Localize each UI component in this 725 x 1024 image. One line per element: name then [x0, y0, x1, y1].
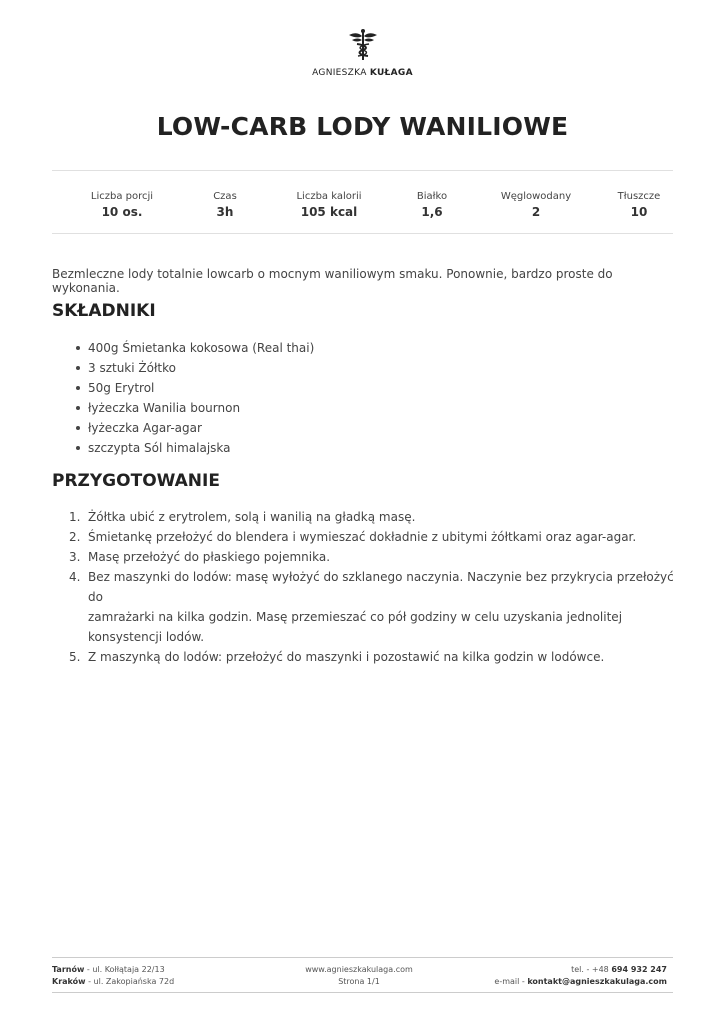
stat-value: 105 kcal: [300, 205, 358, 219]
step-text-line: konsystencji lodów.: [88, 630, 205, 644]
stat-label: Liczba kalorii: [296, 191, 362, 202]
preparation-heading: PRZYGOTOWANIE: [52, 471, 220, 491]
caduceus-logo-icon: [343, 28, 383, 62]
footer-address-tarnow: [52, 964, 272, 976]
stat-label: Węglowodany: [500, 191, 572, 202]
step-number: 5.: [69, 650, 81, 664]
stat-label: Białko: [416, 191, 448, 202]
footer-addresses: [52, 964, 272, 988]
ingredient-item: 50g Erytrol: [88, 378, 688, 398]
footer-email-label: e-mail -: [494, 977, 528, 986]
footer-address: - ul. Kołłątaja 22/13: [84, 965, 165, 974]
stat-servings: [62, 191, 182, 219]
ingredients-heading: SKŁADNIKI: [52, 301, 156, 321]
brand-name: [0, 68, 725, 78]
nutrition-stats-bar: [52, 170, 673, 234]
ingredient-item: łyżeczka Agar-agar: [88, 418, 688, 438]
stat-carbs: [476, 191, 596, 219]
footer-address-krakow: [52, 976, 272, 988]
footer-website-link[interactable]: www.agnieszkakulaga.com: [305, 965, 413, 974]
ingredient-item: szczypta Sól himalajska: [88, 438, 688, 458]
footer-bottom-divider: [52, 992, 673, 993]
footer-email: [417, 976, 667, 988]
stat-label: Czas: [213, 191, 237, 202]
ingredient-item: łyżeczka Wanilia bournon: [88, 398, 688, 418]
preparation-steps-list: [69, 507, 678, 667]
step-item: [69, 567, 678, 647]
footer-page-number: Strona 1/1: [338, 977, 380, 986]
step-item: [69, 527, 678, 547]
stat-calories: [269, 191, 389, 219]
recipe-title: LOW-CARB LODY WANILIOWE: [156, 112, 569, 141]
step-text: Żółtka ubić z erytrolem, solą i wanilią na gładką masę.: [88, 510, 416, 524]
footer-address: - ul. Zakopiańska 72d: [85, 977, 175, 986]
step-text: Z maszynką do lodów: przełożyć do maszynki i pozostawić na kilka godzin w lodówce.: [88, 650, 605, 664]
step-text-line: Bez maszynki do lodów: masę wyłożyć do szklanego naczynia. Naczynie bez przykrycia przełożyć do: [88, 570, 674, 604]
footer-contact: [417, 964, 667, 988]
footer-phone-label: tel. -: [571, 965, 592, 974]
stat-label: Liczba porcji: [90, 191, 154, 202]
logo: [0, 28, 725, 78]
step-text-line: zamrażarki na kilka godzin. Masę przemieszać co pół godziny w celu uzyskania jednolitej: [88, 610, 623, 624]
stat-label: Tłuszcze: [617, 191, 661, 202]
stat-fat: [579, 191, 699, 219]
step-item: [69, 547, 678, 567]
footer-top-divider: [52, 957, 673, 958]
ingredients-list: [88, 338, 688, 458]
step-number: 4.: [69, 570, 81, 584]
stat-protein: [372, 191, 492, 219]
stat-time: [165, 191, 285, 219]
stat-value: 2: [531, 205, 541, 219]
stat-value: 10 os.: [101, 205, 143, 219]
footer-email-link[interactable]: kontakt@agnieszkakulaga.com: [527, 977, 667, 986]
step-item: [69, 647, 678, 667]
brand-last-name: KUŁAGA: [369, 68, 413, 78]
ingredient-item: 3 sztuki Żółtko: [88, 358, 688, 378]
footer-phone-prefix: +48: [591, 965, 612, 974]
ingredient-item: 400g Śmietanka kokosowa (Real thai): [88, 338, 688, 358]
recipe-intro: Bezmleczne lody totalnie lowcarb o mocnym waniliowym smaku. Ponownie, bardzo proste do wykonania.: [52, 267, 613, 295]
step-text: Masę przełożyć do płaskiego pojemnika.: [88, 550, 331, 564]
footer-phone: [417, 964, 667, 976]
step-number: 1.: [69, 510, 81, 524]
step-text: Śmietankę przełożyć do blendera i wymieszać dokładnie z ubitymi żółtkami oraz agar-agar.: [88, 530, 637, 544]
footer-city: Tarnów: [52, 965, 85, 974]
step-item: [69, 507, 678, 527]
stat-value: 10: [630, 205, 648, 219]
footer-city: Kraków: [52, 977, 86, 986]
step-number: 2.: [69, 530, 81, 544]
brand-first-name: AGNIESZKA: [312, 68, 367, 78]
stat-value: 3h: [216, 205, 234, 219]
footer-phone-number[interactable]: 694 932 247: [611, 965, 667, 974]
step-number: 3.: [69, 550, 81, 564]
stat-value: 1,6: [421, 205, 443, 219]
